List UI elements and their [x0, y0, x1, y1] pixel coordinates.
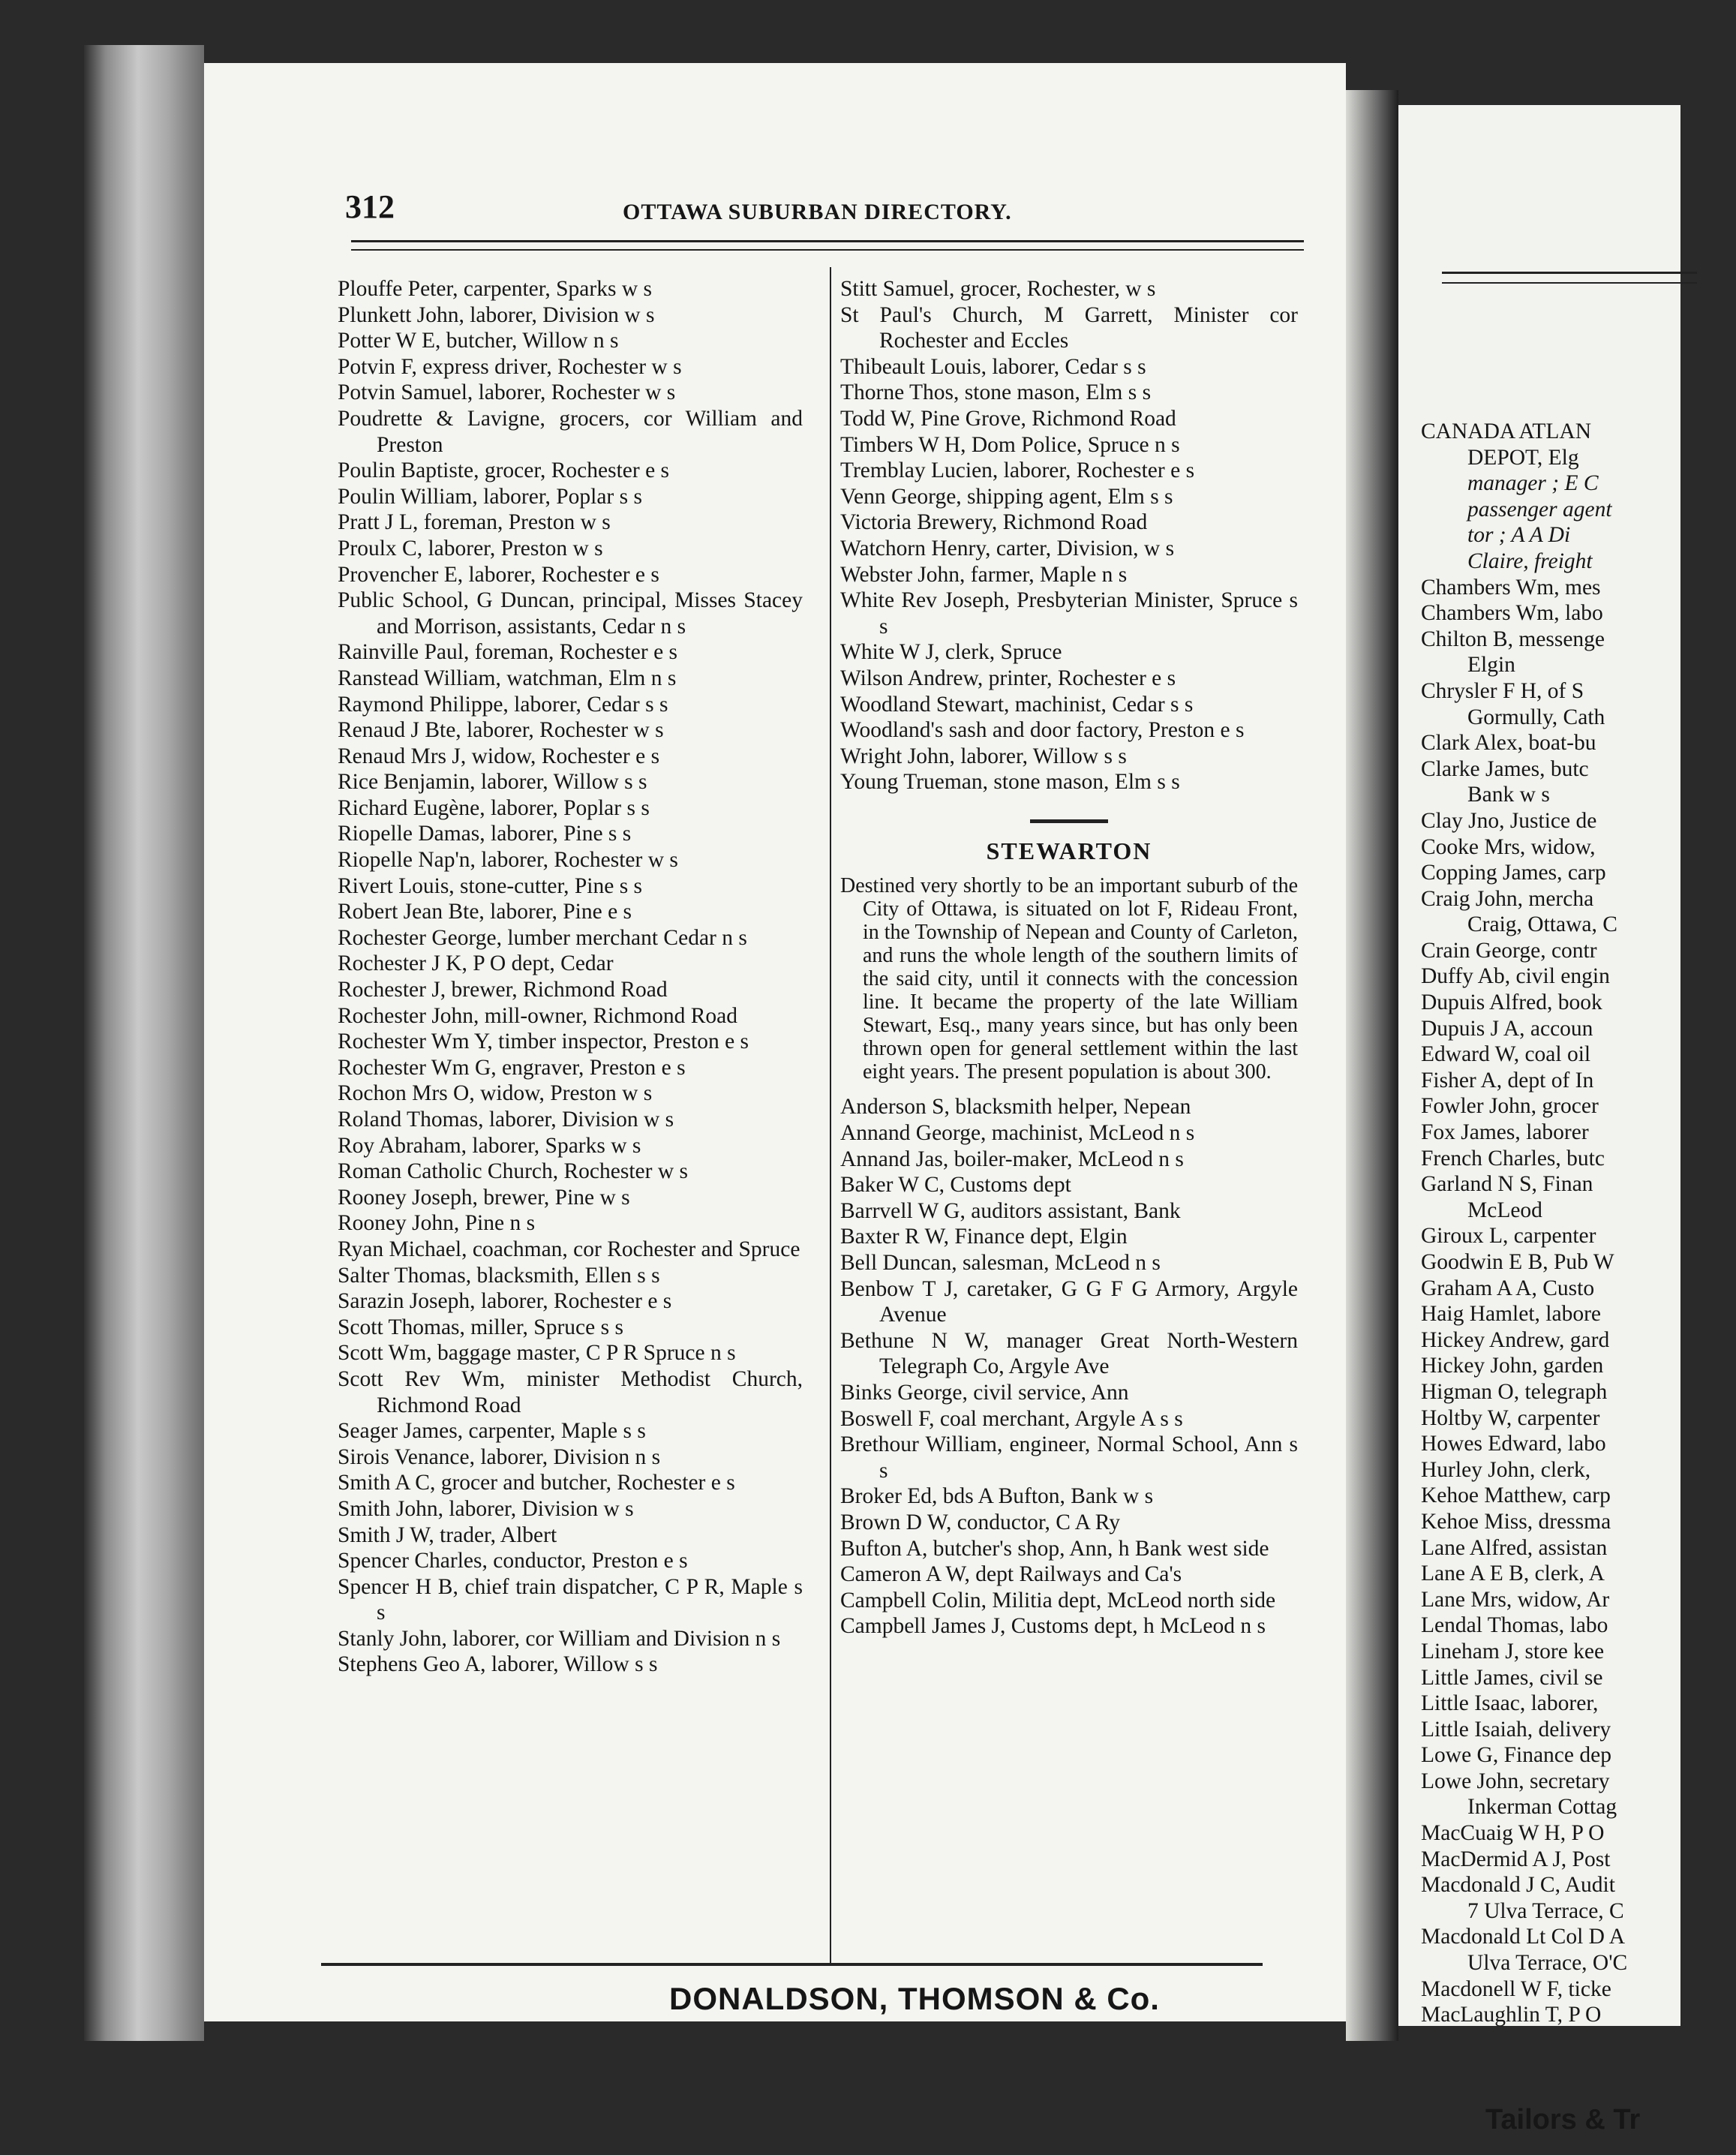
facing-page-line: Garland N S, Finan [1421, 1172, 1593, 1197]
directory-entry: Broker Ed, bds A Bufton, Bank w s [840, 1484, 1154, 1509]
column-divider [830, 267, 831, 1964]
facing-page-line: Macdonell W F, ticke [1421, 1976, 1611, 2001]
directory-entry: Raymond Philippe, laborer, Cedar s s [338, 692, 668, 717]
facing-page-line: Little Isaac, laborer, [1421, 1691, 1599, 1716]
facing-page-line: Chrysler F H, of S [1421, 678, 1584, 703]
directory-entry: Todd W, Pine Grove, Richmond Road [840, 406, 1176, 431]
directory-entry: Bufton A, butcher's shop, Ann, h Bank west side [840, 1536, 1269, 1561]
directory-entry: Rochester Wm G, engraver, Preston e s [338, 1055, 686, 1080]
facing-page-line: Crain George, contr [1421, 938, 1597, 963]
directory-entry: Stitt Samuel, grocer, Rochester, w s [840, 277, 1156, 301]
directory-entry: Renaud J Bte, laborer, Rochester w s [338, 718, 664, 743]
facing-page-line: Copping James, carp [1421, 861, 1606, 885]
facing-page-line: Graham A A, Custo [1421, 1276, 1595, 1300]
facing-page-line: tor ; A A Di [1467, 523, 1571, 548]
directory-entry: Robert Jean Bte, laborer, Pine e s [338, 900, 632, 924]
directory-entry: Poulin Baptiste, grocer, Rochester e s [338, 458, 670, 483]
facing-page-line: Cooke Mrs, widow, [1421, 834, 1596, 859]
section-heading: STEWARTON [986, 837, 1152, 864]
left-column [338, 276, 803, 1678]
directory-entry: Thibeault Louis, laborer, Cedar s s [840, 354, 1146, 379]
facing-page-rule-thin [1442, 282, 1697, 284]
directory-entry: Anderson S, blacksmith helper, Nepean [840, 1095, 1191, 1120]
directory-entry: Salter Thomas, blacksmith, Ellen s s [338, 1263, 660, 1288]
directory-entry: Spencer Charles, conductor, Preston e s [338, 1549, 688, 1573]
directory-entry: Cameron A W, dept Railways and Ca's [840, 1562, 1182, 1587]
directory-entry: Campbell Colin, Militia dept, McLeod north side [840, 1588, 1276, 1612]
facing-page-line: Dupuis J A, accoun [1421, 1016, 1593, 1041]
right-column [840, 276, 1298, 1640]
book-page-edges [84, 45, 204, 2041]
facing-page-line: Clarke James, butc [1421, 756, 1589, 781]
directory-entry: Rooney Joseph, brewer, Pine w s [338, 1185, 630, 1210]
footer-rule [321, 1963, 1263, 1966]
facing-page-line: Goodwin E B, Pub W [1421, 1250, 1614, 1274]
right-column-top-entries [840, 276, 1298, 795]
facing-page-line: Craig John, mercha [1421, 886, 1594, 911]
facing-page-line: manager ; E C [1467, 471, 1599, 496]
directory-entry: Boswell F, coal merchant, Argyle A s s [840, 1406, 1183, 1431]
directory-entry: Woodland Stewart, machinist, Cedar s s [840, 692, 1194, 717]
directory-entry: Annand Jas, boiler-maker, McLeod n s [840, 1147, 1184, 1171]
directory-entry: Brown D W, conductor, C A Ry [840, 1510, 1120, 1534]
facing-page-line: Fisher A, dept of In [1421, 1068, 1594, 1093]
facing-page-line: Lineham J, store kee [1421, 1639, 1605, 1664]
facing-page-line: CANADA ATLAN [1421, 419, 1591, 443]
facing-page-line: DEPOT, Elg [1467, 445, 1579, 470]
directory-entry: Rivert Louis, stone-cutter, Pine s s [338, 873, 643, 898]
facing-page-line: Higman O, telegraph [1421, 1379, 1608, 1404]
facing-page-line: Claire, freight [1467, 549, 1593, 573]
facing-page-line: MacDermid A J, Post [1421, 1847, 1611, 1871]
facing-page-line: MacLaughlin T, P O [1421, 2003, 1602, 2027]
facing-page-line: Macdonald J C, Audit [1421, 1873, 1615, 1898]
directory-entry: Sirois Venance, laborer, Division n s [338, 1444, 661, 1469]
directory-entry: Webster John, farmer, Maple n s [840, 562, 1128, 587]
running-head: OTTAWA SUBURBAN DIRECTORY. [623, 200, 1012, 224]
directory-entry: Plunkett John, laborer, Division w s [338, 302, 655, 327]
facing-page-line: Elgin [1467, 653, 1515, 678]
directory-entry: Roman Catholic Church, Rochester w s [338, 1159, 689, 1184]
directory-entry: Watchorn Henry, carter, Division, w s [840, 536, 1175, 561]
facing-page-line: Hickey John, garden [1421, 1354, 1604, 1378]
facing-page-line: Edward W, coal oil [1421, 1042, 1591, 1067]
directory-entry: Timbers W H, Dom Police, Spruce n s [840, 432, 1180, 457]
facing-page-line: Kehoe Matthew, carp [1421, 1483, 1611, 1508]
section-rule [1030, 819, 1108, 823]
directory-entry: Benbow T J, caretaker, G G F G Armory, Argyle Avenue [840, 1276, 1298, 1327]
directory-entry: Seager James, carpenter, Maple s s [338, 1419, 646, 1444]
facing-page-line: Hurley John, clerk, [1421, 1457, 1591, 1482]
directory-entry: Public School, G Duncan, principal, Misses Stacey and Morrison, assistants, Cedar n s [338, 588, 803, 639]
directory-entry: Stephens Geo A, laborer, Willow s s [338, 1652, 658, 1677]
facing-page-footer: Tailors & Tr [1485, 2104, 1641, 2135]
directory-entry: Young Trueman, stone mason, Elm s s [840, 770, 1180, 795]
footer-advertisement: DONALDSON, THOMSON & Co. [669, 1981, 1160, 2016]
facing-page-line: Bank w s [1467, 783, 1550, 807]
directory-entry: Richard Eugène, laborer, Poplar s s [338, 795, 650, 820]
directory-entry: White Rev Joseph, Presbyterian Minister, Spruce s s [840, 588, 1298, 639]
directory-entry: Binks George, civil service, Ann [840, 1381, 1129, 1405]
facing-page-line: Dupuis Alfred, book [1421, 990, 1602, 1015]
directory-entry: Proulx C, laborer, Preston w s [338, 536, 603, 561]
directory-entry: Provencher E, laborer, Rochester e s [338, 562, 659, 587]
directory-entry: Sarazin Joseph, laborer, Rochester e s [338, 1289, 672, 1314]
directory-entry: Smith A C, grocer and butcher, Rochester e s [338, 1471, 735, 1495]
directory-entry: Woodland's sash and door factory, Preston e s [840, 718, 1245, 743]
facing-page-line: Lane A E B, clerk, A [1421, 1561, 1605, 1586]
directory-entry: Roland Thomas, laborer, Division w s [338, 1108, 674, 1132]
facing-page-line: MacCuaig W H, P O [1421, 1821, 1605, 1846]
directory-entry: Spencer H B, chief train dispatcher, C P R, Maple s s [338, 1574, 803, 1625]
facing-page-line: Lowe John, secretary [1421, 1769, 1610, 1793]
directory-entry: Potvin Samuel, laborer, Rochester w s [338, 380, 676, 405]
directory-entry: Roy Abraham, laborer, Sparks w s [338, 1133, 641, 1158]
directory-entry: Rochester J K, P O dept, Cedar [338, 951, 614, 976]
header-rule [351, 240, 1304, 242]
directory-entry: Thorne Thos, stone mason, Elm s s [840, 380, 1152, 405]
directory-entry: Rochon Mrs O, widow, Preston w s [338, 1081, 653, 1106]
directory-entry: Stanly John, laborer, cor William and Division n s [338, 1626, 781, 1651]
directory-entry: Rochester George, lumber merchant Cedar n s [338, 925, 747, 950]
facing-page-line: Gormully, Cath [1467, 705, 1605, 729]
directory-entry: Venn George, shipping agent, Elm s s [840, 484, 1173, 509]
facing-page-line: Little James, civil se [1421, 1665, 1603, 1690]
directory-entry: Baxter R W, Finance dept, Elgin [840, 1225, 1128, 1249]
facing-page-line: Duffy Ab, civil engin [1421, 964, 1610, 989]
facing-page-line: Hickey Andrew, gard [1421, 1327, 1610, 1352]
directory-entry: Riopelle Nap'n, laborer, Rochester w s [338, 848, 678, 873]
directory-entry: Bethune N W, manager Great North-Western Telegraph Co, Argyle Ave [840, 1328, 1298, 1379]
facing-page-line: Inkerman Cottag [1467, 1795, 1617, 1820]
directory-entry: Bell Duncan, salesman, McLeod n s [840, 1251, 1161, 1276]
facing-page-line: Haig Hamlet, labore [1421, 1302, 1602, 1327]
facing-page-line: Clark Alex, boat-bu [1421, 731, 1596, 756]
directory-entry: Renaud Mrs J, widow, Rochester e s [338, 744, 660, 768]
facing-page-rule [1442, 272, 1697, 274]
directory-entry: Victoria Brewery, Richmond Road [840, 510, 1148, 535]
directory-entry: Rooney John, Pine n s [338, 1211, 536, 1236]
directory-entry: Scott Wm, baggage master, C P R Spruce n s [338, 1341, 736, 1366]
section-description: Destined very shortly to be an important suburb of the City of Ottawa, is situated on lot F, Rideau Front, in the Township of Nepean and County of Carleton, and runs the whole length of the southern limits of the said city, until it connects with the concession line. It became the property of the late William Stewart, Esq., many years since, but has only been thrown open for general settlement within the last eight years. The present population is about 300. [840, 874, 1298, 1084]
directory-entry: Smith J W, trader, Albert [338, 1522, 557, 1547]
facing-page-line: Howes Edward, labo [1421, 1432, 1606, 1456]
directory-entry: Rochester John, mill-owner, Richmond Road [338, 1003, 738, 1028]
directory-entry: Rochester Wm Y, timber inspector, Preston e s [338, 1029, 749, 1054]
facing-page-line: Ulva Terrace, O'C [1467, 1951, 1628, 1976]
directory-entry: White W J, clerk, Spruce [840, 640, 1062, 665]
directory-entry: Scott Rev Wm, minister Methodist Church, Richmond Road [338, 1366, 803, 1417]
directory-entry: Rochester J, brewer, Richmond Road [338, 978, 668, 1002]
directory-entry: Wright John, laborer, Willow s s [840, 744, 1127, 768]
directory-entry: St Paul's Church, M Garrett, Minister cor Rochester and Eccles [840, 302, 1298, 353]
facing-page-line: Giroux L, carpenter [1421, 1224, 1596, 1249]
directory-entry: Ryan Michael, coachman, cor Rochester and Spruce [338, 1237, 800, 1261]
facing-page-line: Chambers Wm, mes [1421, 575, 1601, 600]
directory-entry: Plouffe Peter, carpenter, Sparks w s [338, 277, 652, 301]
directory-entry: Wilson Andrew, printer, Rochester e s [840, 666, 1176, 690]
facing-page-line: Lendal Thomas, labo [1421, 1613, 1608, 1638]
directory-entry: Pratt J L, foreman, Preston w s [338, 510, 611, 535]
facing-page-line: Chilton B, messenge [1421, 627, 1605, 651]
facing-page-column [1421, 419, 1736, 2028]
directory-entry: Poudrette & Lavigne, grocers, cor William and Preston [338, 406, 803, 457]
facing-page-line: 7 Ulva Terrace, C [1467, 1898, 1624, 1923]
facing-page-line: Holtby W, carpenter [1421, 1405, 1600, 1430]
right-column-bottom-entries [840, 1094, 1298, 1639]
facing-page-line: Lane Mrs, widow, Ar [1421, 1587, 1610, 1612]
directory-entry: Riopelle Damas, laborer, Pine s s [338, 822, 632, 846]
facing-page-line: Kehoe Miss, dressma [1421, 1509, 1611, 1534]
directory-entry: Poulin William, laborer, Poplar s s [338, 484, 642, 509]
directory-entry: Potter W E, butcher, Willow n s [338, 329, 619, 353]
directory-entry: Campbell James J, Customs dept, h McLeod n s [840, 1614, 1266, 1639]
facing-page-line: Craig, Ottawa, C [1467, 912, 1617, 937]
directory-entry: Baker W C, Customs dept [840, 1173, 1071, 1198]
directory-entry: Rainville Paul, foreman, Rochester e s [338, 640, 678, 665]
directory-entry: Rice Benjamin, laborer, Willow s s [338, 770, 647, 795]
directory-entry: Brethour William, engineer, Normal School, Ann s s [840, 1432, 1298, 1483]
facing-page-line: Clay Jno, Justice de [1421, 808, 1597, 833]
directory-entry: Smith John, laborer, Division w s [338, 1496, 634, 1521]
page-number: 312 [345, 188, 395, 225]
facing-page-line: Fox James, laborer [1421, 1120, 1589, 1145]
facing-page-line: Macdonald Lt Col D A [1421, 1925, 1626, 1949]
facing-page-line: Fowler John, grocer [1421, 1094, 1599, 1119]
directory-entry: Potvin F, express driver, Rochester w s [338, 354, 682, 379]
facing-page-line: Lane Alfred, assistan [1421, 1535, 1608, 1560]
facing-page-line: French Charles, butc [1421, 1146, 1605, 1171]
facing-page [1398, 105, 1680, 2135]
book-gutter [1346, 90, 1398, 2041]
facing-page-line: McLeod [1467, 1198, 1542, 1222]
directory-entry: Ranstead William, watchman, Elm n s [338, 666, 677, 690]
facing-page-line: Little Isaiah, delivery [1421, 1717, 1611, 1742]
directory-entry: Barrvell W G, auditors assistant, Bank [840, 1198, 1181, 1223]
facing-page-line: Chambers Wm, labo [1421, 601, 1603, 626]
facing-page-line: passenger agent [1467, 497, 1612, 521]
directory-entry: Annand George, machinist, McLeod n s [840, 1121, 1195, 1146]
header-rule-thin [351, 249, 1304, 251]
directory-entry: Scott Thomas, miller, Spruce s s [338, 1315, 623, 1339]
facing-page-line: Lowe G, Finance dep [1421, 1743, 1611, 1768]
directory-entry: Tremblay Lucien, laborer, Rochester e s [840, 458, 1195, 483]
